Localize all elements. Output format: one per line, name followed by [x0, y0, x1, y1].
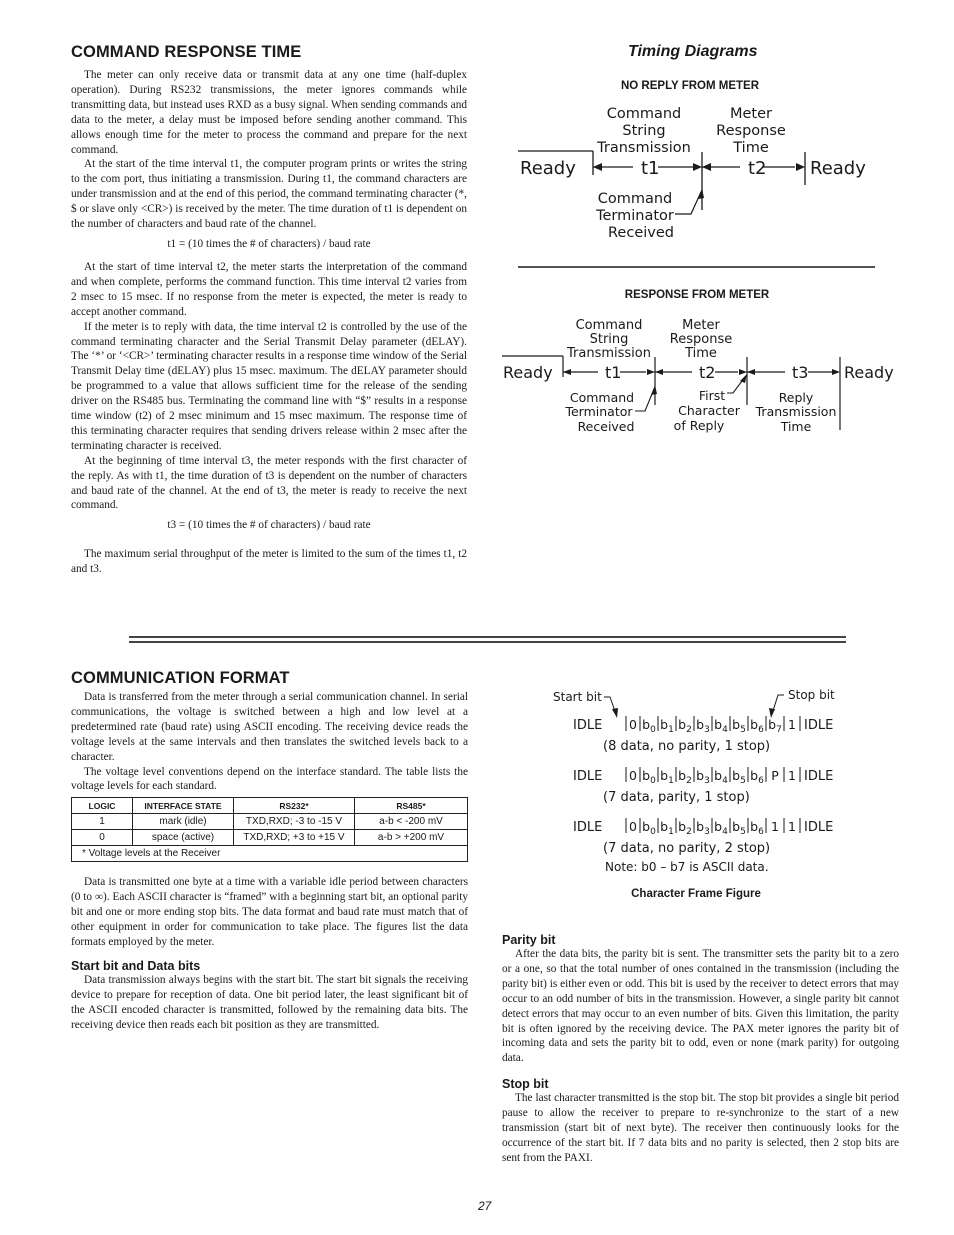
ready-right-label: Ready — [810, 158, 866, 179]
section-divider — [129, 636, 846, 638]
ready-left-label: Ready — [503, 363, 553, 382]
idle-label: IDLE — [804, 820, 834, 835]
diagram-label: Time — [685, 346, 717, 361]
bit-cell: $b_2$ — [678, 717, 692, 735]
idle-label: IDLE — [804, 718, 834, 733]
bit-cell: $b_5$ — [732, 819, 746, 837]
diagram-label: Character — [678, 403, 740, 418]
response-timing-diagram — [500, 315, 910, 440]
paragraph: Data transmission always begins with the start bit. The start bit signals the receiving device to prepare for reception of data. One bit period later, the least significant bit of the ASCII encoded character is transmitted, followed by the remaining data bits. The receiving device then reads each bit position as they are transmitted. — [71, 973, 468, 1031]
diagram-label: Reply — [778, 390, 814, 405]
bit-cell: 0 — [629, 768, 637, 783]
figure-caption: Character Frame Figure — [631, 888, 761, 900]
paragraph: If the meter is to reply with data, the time interval t2 is controlled by the use of the command terminating character and the Serial Transmit Delay parameter (dELAY). The ‘*’ or ‘<CR>’ terminating character results in a response time window of the Serial Transmit Delay time (dELAY) plus 15 msec. maximum. The dELAY parameter should be programmed to a value that allows sufficient time for the release of the sending driver on the RS485 bus. Terminating the command line with “$” results in a response time window (t2) of 2 msec minimum and 15 msec maximum. The response time of this terminating character requires that sending drivers release within 2 msec after the terminating character is received. — [71, 320, 467, 452]
bit-cell: $b_4$ — [714, 717, 728, 735]
t1-label: t1 — [605, 363, 622, 382]
table-header: RS485* — [355, 798, 468, 814]
frame-rows — [573, 716, 833, 856]
diagram-label: Time — [780, 419, 812, 434]
diagram-label: Terminator — [596, 208, 674, 224]
equation: t1 = (10 times the # of characters) / baud rate — [167, 237, 371, 250]
paragraph: The last character transmitted is the stop bit. The stop bit provides a single bit period pause to allow the receiver to prepare to re-synchronize to the start of a new transmission (start bit of next byte). The receiver then continuously looks for the occurrence of the start bit. If 7 data bits and no parity is selected, then 2 stop bits are sent from the PAXI. — [502, 1092, 899, 1164]
t3-label: t3 — [792, 363, 809, 382]
no-reply-timing-diagram — [505, 100, 885, 275]
start-bit-label: Start bit — [553, 690, 602, 704]
bit-cell: $b_1$ — [660, 768, 674, 786]
diagram-heading: NO REPLY FROM METER — [620, 80, 760, 92]
diagram-label: Transmission — [755, 404, 837, 419]
bit-cell: P — [771, 768, 779, 783]
bit-cell: $b_4$ — [714, 819, 728, 837]
bit-cell: 1 — [788, 717, 796, 732]
diagram-heading: RESPONSE FROM METER — [624, 289, 770, 301]
paragraph: At the start of the time interval t1, the computer program prints or writes the string to the com port, thus initiating a transmission. During t1, the command characters are under transmission and at the end of this period, the command terminating character (*, $ or slave only <CR>) is received by the meter. The time duration of t1 is dependent on the number of characters and baud rate of the channel. — [71, 158, 467, 231]
table-cell: 1 — [72, 814, 133, 830]
diagram-label: Command — [569, 390, 635, 405]
voltage-level-table — [71, 797, 468, 862]
diagram-label: Meter — [730, 106, 772, 122]
table-cell: a-b > +200 mV — [355, 830, 468, 846]
bit-cell: $b_3$ — [696, 717, 710, 735]
bit-cell: $b_6$ — [750, 768, 764, 786]
bit-cell: 1 — [788, 768, 796, 783]
idle-label: IDLE — [573, 820, 603, 835]
diagram-label: Command — [597, 191, 673, 207]
paragraph: The meter can only receive data or transmit data at any one time (half-duplex operation). During RS232 transmissions, the meter ignores commands while transmitting data, but instead uses RXD as a busy signal. When sending commands and data to the meter, a delay must be imposed before sending another command. This allows enough time for the meter to process the command and prepare for the next command. — [71, 69, 467, 156]
idle-label: IDLE — [573, 769, 603, 784]
communication-format-section — [71, 669, 468, 1033]
paragraph: Data is transmitted one byte at a time with a variable idle period between characters (0 to ∞). Each ASCII character is “framed” with a beginning start bit, an optional parity bit and one or more ending stop bits. The data format and baud rate must match that of other equipment in order for communication to take place. The figures list the data formats employed by the meter. — [71, 876, 468, 948]
table-header: INTERFACE STATE — [133, 798, 234, 814]
diagram-label: Received — [608, 225, 674, 241]
ready-right-label: Ready — [844, 363, 894, 382]
section-title: COMMAND RESPONSE TIME — [71, 43, 302, 61]
section-divider — [129, 641, 846, 643]
diagram-label: of Reply — [673, 418, 725, 433]
table-footnote: * Voltage levels at the Receiver — [72, 846, 468, 862]
bit-cell: $b_1$ — [660, 717, 674, 735]
diagram-label: First — [698, 388, 726, 403]
bit-cell: 0 — [629, 819, 637, 834]
frame-caption: (7 data, parity, 1 stop) — [603, 790, 750, 805]
diagram-label: Transmission — [597, 140, 691, 156]
ready-left-label: Ready — [520, 158, 576, 179]
subsection-title: Stop bit — [502, 1077, 549, 1092]
t1-label: t1 — [641, 158, 660, 179]
paragraph: At the beginning of time interval t3, the meter responds with the first character of the reply. As with t1, the time duration of t3 is dependent on the number of characters and baud rate of the channel. At the end of t3, the meter is ready to receive the next command. — [71, 454, 467, 512]
diagram-label: Time — [733, 140, 769, 156]
t2-label: t2 — [748, 158, 767, 179]
idle-label: IDLE — [573, 718, 603, 733]
bit-cell: $b_3$ — [696, 819, 710, 837]
table-header: LOGIC — [72, 798, 133, 814]
parity-stop-section — [502, 933, 899, 1166]
table-cell: TXD,RXD; +3 to +15 V — [234, 830, 355, 846]
paragraph: At the start of time interval t2, the meter starts the interpretation of the command and when complete, performs the command function. This time interval t2 varies from 2 msec to 15 msec. If no response from the meter is expected, the meter is ready to accept another command. — [71, 260, 467, 318]
bit-cell: $b_5$ — [732, 768, 746, 786]
diagram-label: Meter — [682, 318, 720, 333]
bit-cell: $b_0$ — [642, 819, 656, 837]
character-frame-figure — [548, 684, 848, 879]
paragraph: The maximum serial throughput of the meter is limited to the sum of the times t1, t2 and t3. — [71, 548, 467, 576]
bit-cell: $b_0$ — [642, 768, 656, 786]
diagram-label: Terminator — [565, 404, 633, 419]
section-title: COMMUNICATION FORMAT — [71, 669, 290, 687]
frame-caption: (7 data, no parity, 2 stop) — [603, 841, 771, 856]
table-row — [72, 814, 468, 830]
table-cell: space (active) — [133, 830, 234, 846]
diagram-label: Response — [716, 123, 786, 139]
diagram-label: Command — [575, 318, 643, 333]
command-response-section — [71, 43, 467, 577]
bit-cell: 0 — [629, 717, 637, 732]
table-row — [72, 830, 468, 846]
bit-cell: $b_4$ — [714, 768, 728, 786]
bit-cell: $b_6$ — [750, 819, 764, 837]
table-cell: a-b < -200 mV — [355, 814, 468, 830]
diagram-label: Command — [606, 106, 682, 122]
subsection-title: Parity bit — [502, 933, 556, 947]
t2-label: t2 — [699, 363, 716, 382]
diagram-label: Response — [669, 332, 733, 347]
table-cell: TXD,RXD; -3 to -15 V — [234, 814, 355, 830]
table-cell: 0 — [72, 830, 133, 846]
diagram-label: Transmission — [567, 346, 651, 361]
equation: t3 = (10 times the # of characters) / baud rate — [167, 519, 371, 532]
idle-label: IDLE — [804, 769, 834, 784]
timing-title: Timing Diagrams — [628, 43, 758, 60]
bit-cell: $b_5$ — [732, 717, 746, 735]
timing-diagrams-title — [628, 43, 758, 61]
bit-cell: $b_2$ — [678, 819, 692, 837]
paragraph: The voltage level conventions depend on the interface standard. The table lists the voltage levels for each standard. — [71, 765, 468, 793]
bit-cell: $b_7$ — [768, 717, 782, 735]
bit-cell: $b_2$ — [678, 768, 692, 786]
paragraph: Data is transferred from the meter through a serial communication channel. In serial communications, the voltage is switched between a high and low level at a predetermined rate (baud rate) using ASCII encoding. The receiving device reads the voltage levels at the same intervals and then translates the switched levels back to a character. — [71, 691, 468, 763]
table-cell: mark (idle) — [133, 814, 234, 830]
bit-cell: $b_1$ — [660, 819, 674, 837]
page-number: 27 — [478, 1199, 492, 1213]
bit-cell: 1 — [788, 819, 796, 834]
subsection-title: Start bit and Data bits — [71, 958, 201, 973]
bit-cell: $b_0$ — [642, 717, 656, 735]
table-footnote-row — [72, 846, 468, 862]
diagram-label: String — [622, 123, 666, 139]
ascii-note: Note: b0 – b7 is ASCII data. — [605, 860, 769, 874]
bit-cell: 1 — [771, 819, 779, 834]
diagram-label: String — [589, 332, 629, 347]
diagram-label: Received — [577, 419, 635, 434]
stop-bit-label: Stop bit — [788, 688, 835, 702]
table-header: RS232* — [234, 798, 355, 814]
paragraph: After the data bits, the parity bit is sent. The transmitter sets the parity bit to a zero or a one, so that the total number of ones contained in the transmission (including the parity bit) is either even or odd. This bit is used by the receiver to detect errors that may occur to an odd number of bits in the transmission. However, a single parity bit cannot detect errors that may occur to an even number of bits. Given this limitation, the parity bit is often ignored by the receiving device. The PAX meter ignores the parity bit of incoming data and sets the parity bit to odd, even or none (mark parity) for outgoing data. — [502, 948, 899, 1065]
bit-cell: $b_3$ — [696, 768, 710, 786]
frame-caption: (8 data, no parity, 1 stop) — [603, 739, 771, 754]
bit-cell: $b_6$ — [750, 717, 764, 735]
